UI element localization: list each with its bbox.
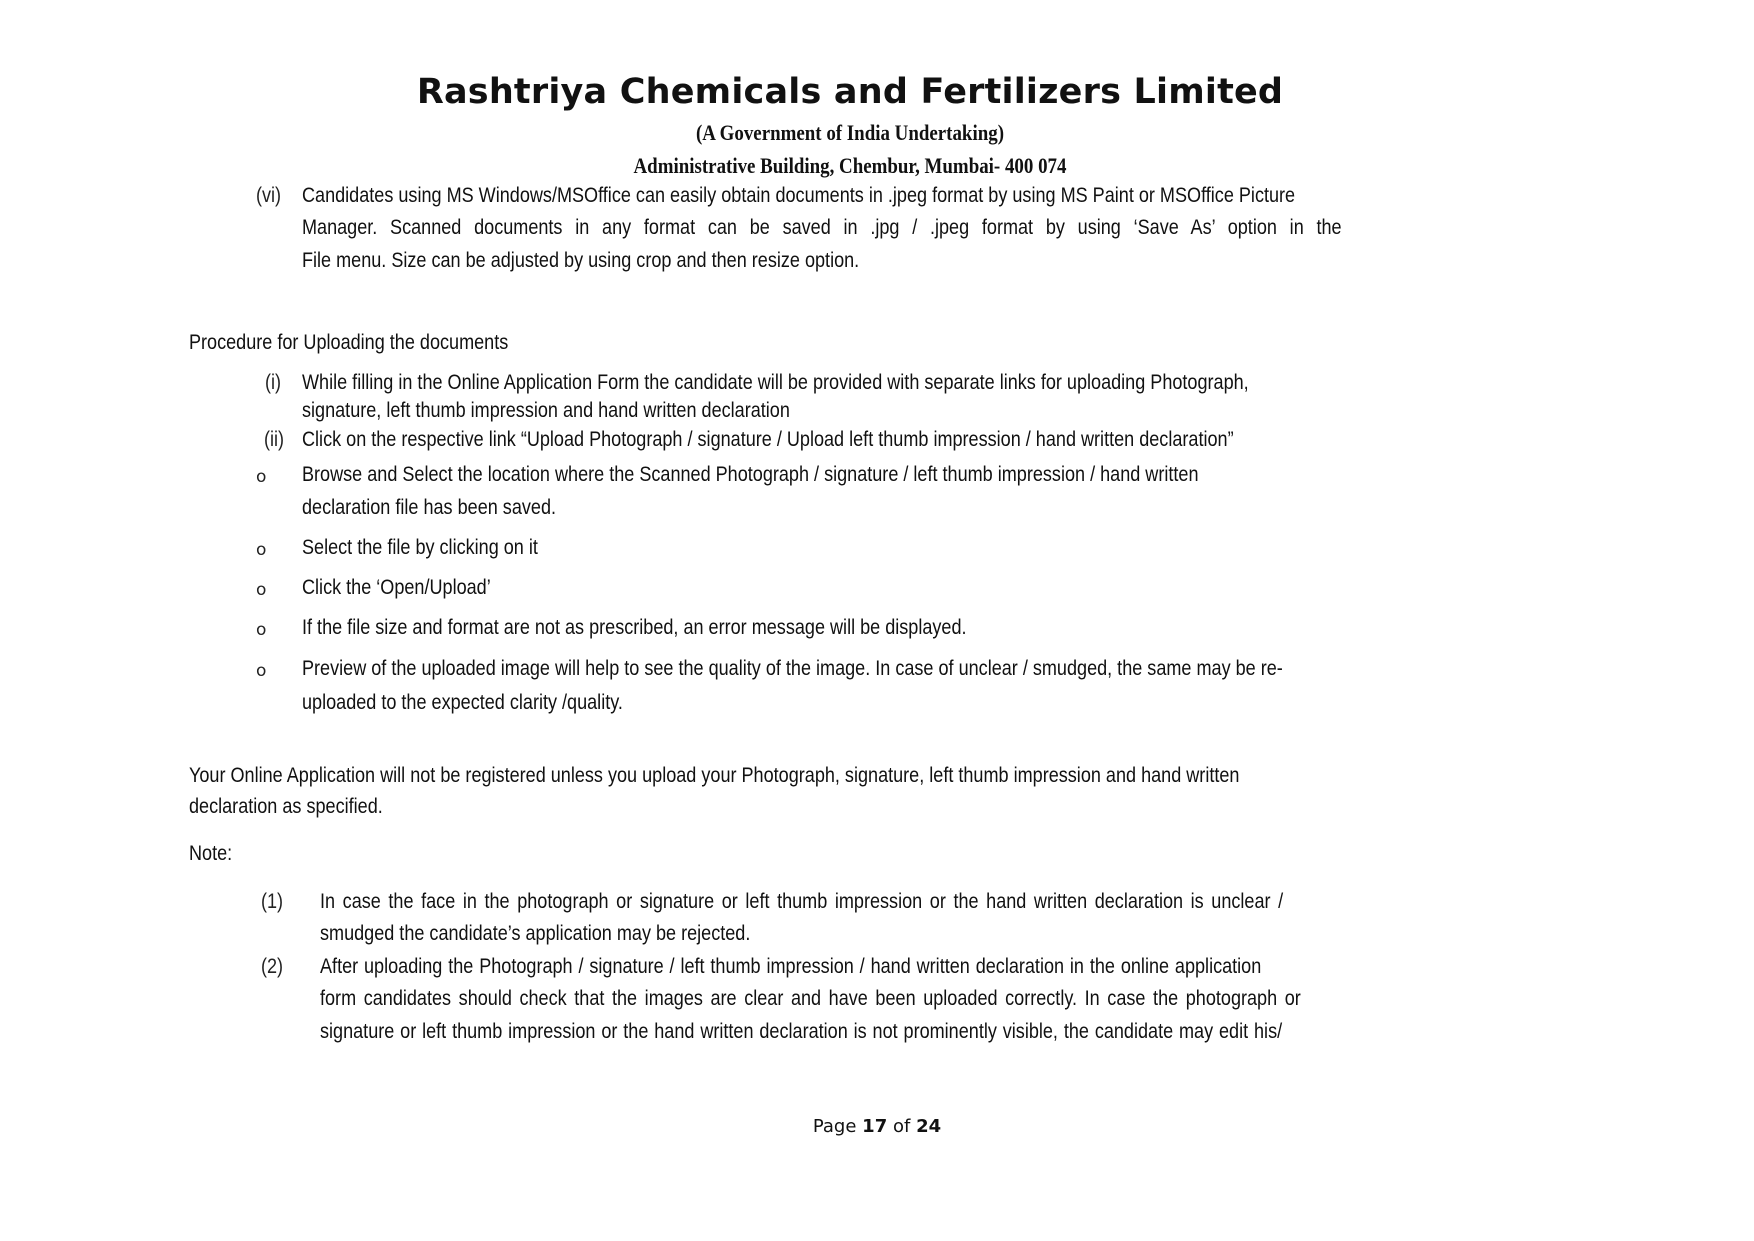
note-1-line-2: smudged the candidate’s application may be rejected. — [320, 922, 751, 945]
step-ii-marker: (ii) — [264, 428, 285, 451]
point-vi-line-1: Candidates using MS Windows/MSOffice can easily obtain documents in .jpeg format by using MS Paint or MSOffice Picture — [302, 184, 1296, 207]
point-vi-line-2: Manager. Scanned documents in any format can be saved in .jpg / .jpeg format by using ‘Save As’ option in the — [302, 216, 1342, 239]
bullet-open-upload: Click the ‘Open/Upload’ — [302, 576, 491, 599]
step-i-line-2: signature, left thumb impression and hand written declaration — [302, 399, 790, 422]
procedure-heading: Procedure for Uploading the documents — [189, 331, 509, 354]
bullet-icon: o — [256, 540, 267, 560]
bullet-preview-line-2: uploaded to the expected clarity /quality. — [302, 691, 623, 714]
step-i-marker: (i) — [265, 371, 282, 394]
page-word: Page — [812, 1116, 857, 1137]
step-i-line-1: While filling in the Online Application Form the candidate will be provided with separate links for uploading Photograph, — [302, 371, 1249, 394]
bullet-icon: o — [256, 661, 267, 681]
bullet-browse-line-2: declaration file has been saved. — [302, 496, 557, 519]
note-1-line-1: In case the face in the photograph or signature or left thumb impression or the hand written declaration is unclear / — [320, 890, 1284, 913]
bullet-icon: o — [256, 467, 267, 487]
step-ii-line-1: Click on the respective link “Upload Photograph / signature / Upload left thumb impression / hand written declaration” — [302, 428, 1234, 451]
note-2-line-3: signature or left thumb impression or the hand written declaration is not prominently visible, the candidate may edit his/ — [320, 1020, 1283, 1043]
current-page-number: 17 — [862, 1116, 888, 1137]
bullet-select-file: Select the file by clicking on it — [302, 536, 538, 559]
note-1-marker: (1) — [261, 890, 284, 913]
bullet-browse-line-1: Browse and Select the location where the Scanned Photograph / signature / left thumb impression / hand written — [302, 463, 1199, 486]
company-name: Rashtriya Chemicals and Fertilizers Limited — [416, 72, 1284, 112]
note-2-line-1: After uploading the Photograph / signature / left thumb impression / hand written declaration in the online application — [320, 955, 1262, 978]
note-2-marker: (2) — [261, 955, 284, 978]
point-vi-marker: (vi) — [256, 184, 282, 207]
page-footer — [0, 1116, 1754, 1137]
note-heading: Note: — [189, 842, 233, 865]
point-vi-line-3: File menu. Size can be adjusted by using crop and then resize option. — [302, 249, 860, 272]
registration-notice-line-1: Your Online Application will not be registered unless you upload your Photograph, signature, left thumb impression and hand written — [189, 764, 1240, 787]
bullet-error-message: If the file size and format are not as prescribed, an error message will be displayed. — [302, 616, 967, 639]
bullet-icon: o — [256, 620, 267, 640]
company-subtitle: (A Government of India Undertaking) — [696, 120, 1004, 145]
total-pages-number: 24 — [916, 1116, 942, 1137]
company-address: Administrative Building, Chembur, Mumbai- 400 074 — [633, 153, 1067, 178]
bullet-preview-line-1: Preview of the uploaded image will help to see the quality of the image. In case of unclear / smudged, the same may be re- — [302, 657, 1283, 680]
of-word: of — [892, 1116, 911, 1137]
note-2-line-2: form candidates should check that the images are clear and have been uploaded correctly. In case the photograph or — [320, 987, 1301, 1010]
bullet-icon: o — [256, 580, 267, 600]
registration-notice-line-2: declaration as specified. — [189, 795, 383, 818]
